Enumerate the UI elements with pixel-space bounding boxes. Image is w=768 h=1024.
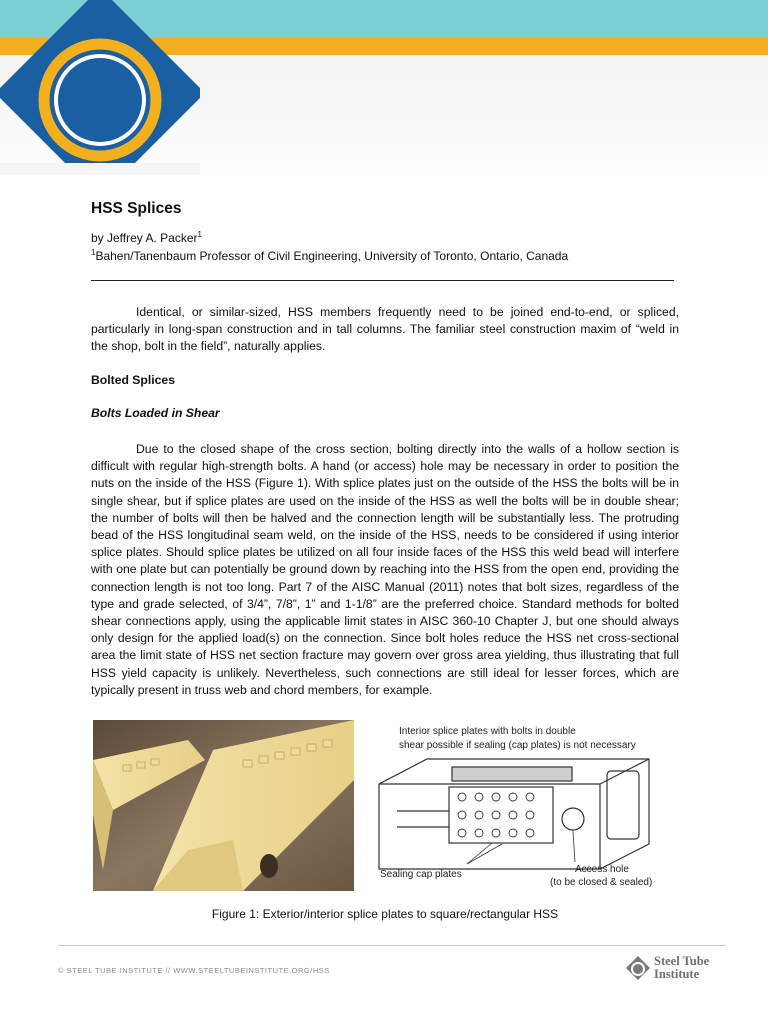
affiliation-text: Bahen/Tanenbaum Professor of Civil Engineering, University of Toronto, Ontario, Canada	[95, 249, 569, 263]
intro-paragraph	[91, 304, 679, 356]
footer-logo-line1: Steel Tube	[654, 954, 710, 968]
author-superscript: 1	[197, 230, 202, 239]
title-divider	[91, 280, 674, 281]
affiliation-superscript: 1	[91, 248, 96, 257]
splice-diagram	[367, 719, 679, 892]
author-line	[91, 231, 679, 245]
heading-bolted-splices: Bolted Splices	[91, 373, 175, 387]
affiliation-line	[91, 249, 679, 263]
splice-photo	[93, 720, 354, 891]
heading-bolts-loaded-in-shear: Bolts Loaded in Shear	[91, 406, 220, 420]
figure-caption: Figure 1: Exterior/interior splice plates to square/rectangular HSS	[211, 907, 559, 921]
author-name: by Jeffrey A. Packer	[91, 231, 198, 245]
body-text: Due to the closed shape of the cross section, bolting directly into the walls of a hollow section is difficult with regular high-strength bolts. A hand (or access) hole may be necessary in order to position the nuts on the inside of the HSS (Figure 1). With splice plates just on the outside of the HSS the bolts will be in single shear, but if splice plates are used on the inside of the HSS as well the bolts will be in double shear; the number of bolts will then be halved and the connection length will be substantially less. The protruding bead of the HSS longitudinal seam weld, on the inside of the HSS, needs to be considered if using interior splice plates. Should splice plates be utilized on all four inside faces of the HSS this weld bead will interfere with one plate but can potentially be ground down by reaching into the HSS from the open end, providing the connection length is not too long. Part 7 of the AISC Manual (2011) notes that bolt sizes, regardless of the type and grade selected, of 3/4”, 7/8”, 1” and 1-1/8” are the preferred choice. Standard methods for bolted shear connections apply, using the applicable limit states in AISC 360-10 Chapter J, but one should always only design for the applied load(s) on the connection. Since bolt holes reduce the HSS net cross-sectional area the limit state of HSS net section fracture may govern over gross area yielding, thus illustrating that full HSS yield capacity is unlikely. Nevertheless, such connections are still ideal for lesser forces, which are typically present in truss web and chord members, for example.	[91, 442, 679, 697]
diagram-label-access-2: (to be closed & sealed)	[550, 877, 653, 888]
steel-tube-institute-logo	[0, 0, 200, 175]
diagram-label-access-1: Access hole	[575, 864, 629, 875]
diagram-label-top-1: Interior splice plates with bolts in double	[399, 726, 576, 737]
body-paragraph	[91, 441, 679, 699]
footer-credit: © STEEL TUBE INSTITUTE // WWW.STEELTUBEINSTITUTE.ORG/HSS	[58, 966, 330, 975]
footer-logo-text	[654, 955, 709, 980]
diagram-label-top-2: shear possible if sealing (cap plates) is not necessary	[399, 740, 636, 751]
page-title: HSS Splices	[91, 200, 182, 217]
diagram-label-cap: Sealing cap plates	[380, 869, 462, 880]
footer-divider	[58, 945, 726, 946]
intro-text: Identical, or similar-sized, HSS members frequently need to be joined end-to-end, or spliced, particularly in long-span construction and in tall columns. The familiar steel construction maxim of “weld in the shop, bolt in the field”, naturally applies.	[91, 305, 679, 354]
footer-logo-line2: Institute	[654, 966, 700, 981]
